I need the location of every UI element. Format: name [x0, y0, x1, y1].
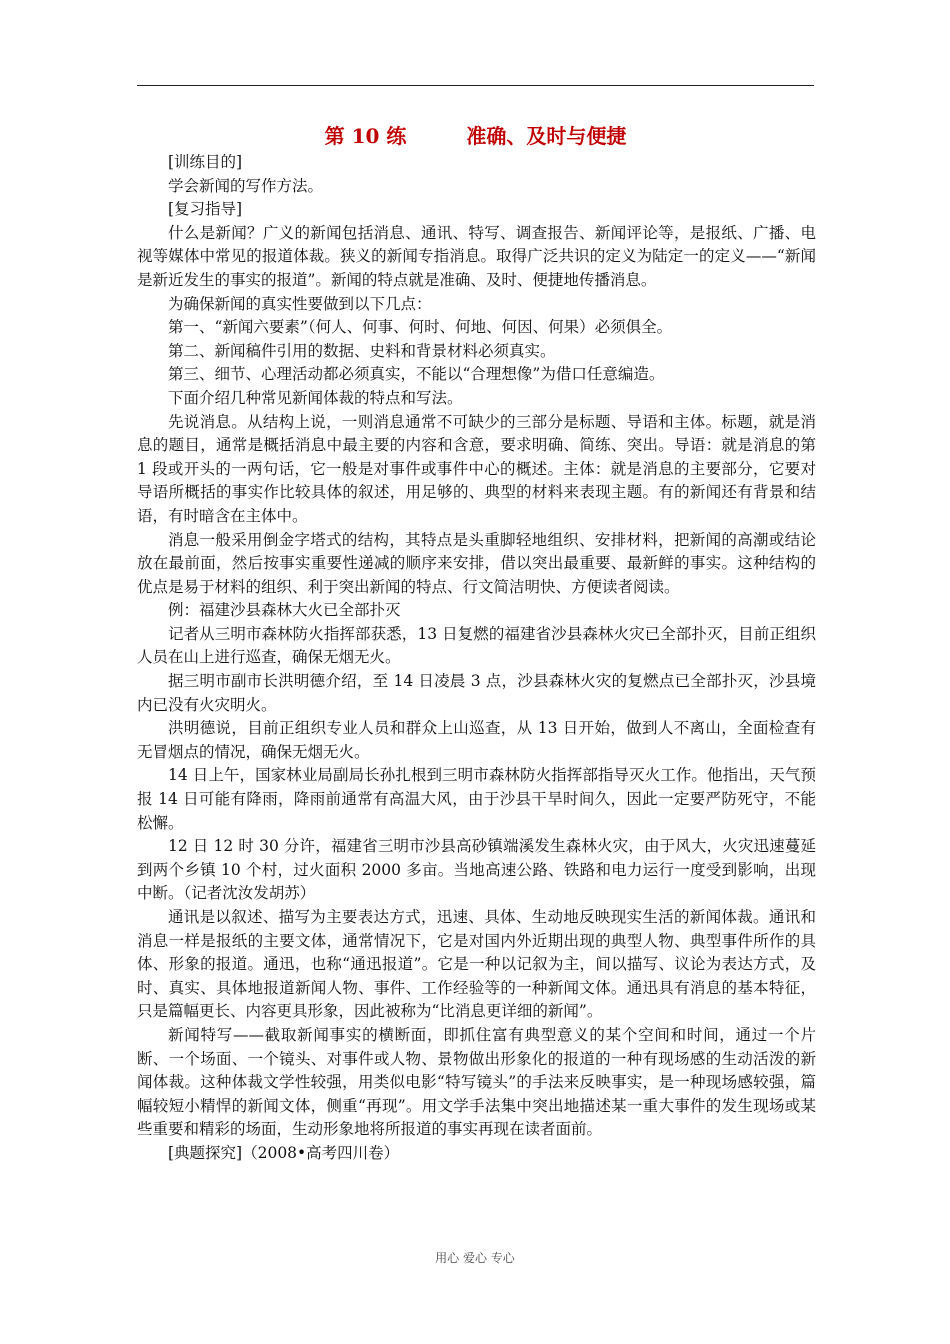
paragraph: 为确保新闻的真实性要做到以下几点：	[168, 294, 432, 313]
list-item: 第三、细节、心理活动都必须真实，不能以“合理想像”为借口任意编造。	[168, 365, 665, 384]
paragraph: 先说消息。从结构上说，一则消息通常不可缺少的三部分是标题、导语和主体。标题，就是消息的题目，通常是概括消息中最主要的内容和含意，要求明确、简练、突出。导语：就是消息的第 1 段或开头的一两句话，它一般是对事件或事件中心的概述。主体：就是消息的主要部分，它要对导语所概括的事实作比较具体的叙述，用足够的、典型的材料来表现主题。有的新闻还有背景和结语，有时暗含在主体中。	[137, 412, 816, 525]
page-footer: 用心 爱心 专心	[435, 1251, 515, 1265]
section-heading-training-goal: [训练目的]	[168, 153, 243, 171]
list-item: 第一、“新闻六要素”（何人、何事、何时、何地、何因、何果）必须俱全。	[168, 318, 673, 337]
section-heading-exam-exploration: [典题探究]（2008•高考四川卷）	[168, 1143, 400, 1162]
section-heading-review-guide: [复习指导]	[168, 200, 243, 219]
paragraph: 12 日 12 时 30 分许，福建省三明市沙县高砂镇端溪发生森林火灾，由于风大，火灾迅速蔓延到两个乡镇 10 个村，过火面积 2000 多亩。当地高速公路、铁路和电力运行一度受到影响，出现中断。（记者沈汝发胡苏）	[137, 837, 816, 903]
paragraph: 记者从三明市森林防火指挥部获悉，13 日复燃的福建省沙县森林火灾已全部扑灭，目前正组织人员在山上进行巡查，确保无烟无火。	[137, 624, 816, 667]
paragraph: 什么是新闻？广义的新闻包括消息、通讯、特写、调查报告、新闻评论等，是报纸、广播、电视等媒体中常见的报道体裁。狭义的新闻专指消息。取得广泛共识的定义为陆定一的定义——“新闻是新近发生的事实的报道”。新闻的特点就是准确、及时、便捷地传播消息。	[137, 223, 816, 289]
paragraph: 据三明市副市长洪明德介绍，至 14 日凌晨 3 点，沙县森林火灾的复燃点已全部扑灭，沙县境内已没有火灾明火。	[137, 672, 816, 714]
paragraph: 新闻特写——截取新闻事实的横断面，即抓住富有典型意义的某个空间和时间，通过一个片断、一个场面、一个镜头、对事件或人物、景物做出形象化的报道的一种有现场感的生动活泼的新闻体裁。这种体裁文学性较强，用类似电影“特写镜头”的手法来反映事实，是一种现场感较强，篇幅较短小精悍的新闻文体，侧重“再现”。用文学手法集中突出地描述某一重大事件的发生现场或某些重要和精彩的场面，生动形象地将所报道的事实再现在读者面前。	[137, 1025, 816, 1139]
header-rule	[137, 85, 814, 86]
paragraph: 14 日上午，国家林业局副局长孙扎根到三明市森林防火指挥部指导灭火工作。他指出，天气预报 14 日可能有降雨，降雨前通常有高温大风，由于沙县干旱时间久，因此一定要严防死守，不能松懈。	[137, 766, 816, 832]
page-title: 第 10 练 准确、及时与便捷	[324, 124, 627, 148]
list-item: 第二、新闻稿件引用的数据、史料和背景材料必须真实。	[168, 341, 556, 360]
paragraph: 学会新闻的写作方法。	[168, 176, 324, 195]
document-body	[137, 151, 816, 1166]
paragraph: 洪明德说，目前正组织专业人员和群众上山巡查，从 13 日开始，做到人不离山，全面检查有无冒烟点的情况，确保无烟无火。	[137, 719, 816, 761]
paragraph: 消息一般采用倒金字塔式的结构，其特点是头重脚轻地组织、安排材料，把新闻的高潮或结论放在最前面，然后按事实重要性递减的顺序来安排，借以突出最重要、最新鲜的事实。这种结构的优点是易于材料的组织、利于突出新闻的特点、行文简洁明快、方便读者阅读。	[137, 530, 816, 596]
example-heading: 例：福建沙县森林大火已全部扑灭	[168, 601, 401, 620]
paragraph: 通讯是以叙述、描写为主要表达方式，迅速、具体、生动地反映现实生活的新闻体裁。通讯和消息一样是报纸的主要文体，通常情况下，它是对国内外近期出现的典型人物、典型事件所作的具体、形象的报道。通迅，也称“通迅报道”。它是一种以记叙为主，间以描写、议论为表达方式，及时、真实、具体地报道新闻人物、事件、工作经验等的一种新闻文体。通迅具有消息的基本特征，只是篇幅更长、内容更具形象，因此被称为“比消息更详细的新闻”。	[137, 908, 816, 1021]
paragraph: 下面介绍几种常见新闻体裁的特点和写法。	[168, 388, 463, 407]
